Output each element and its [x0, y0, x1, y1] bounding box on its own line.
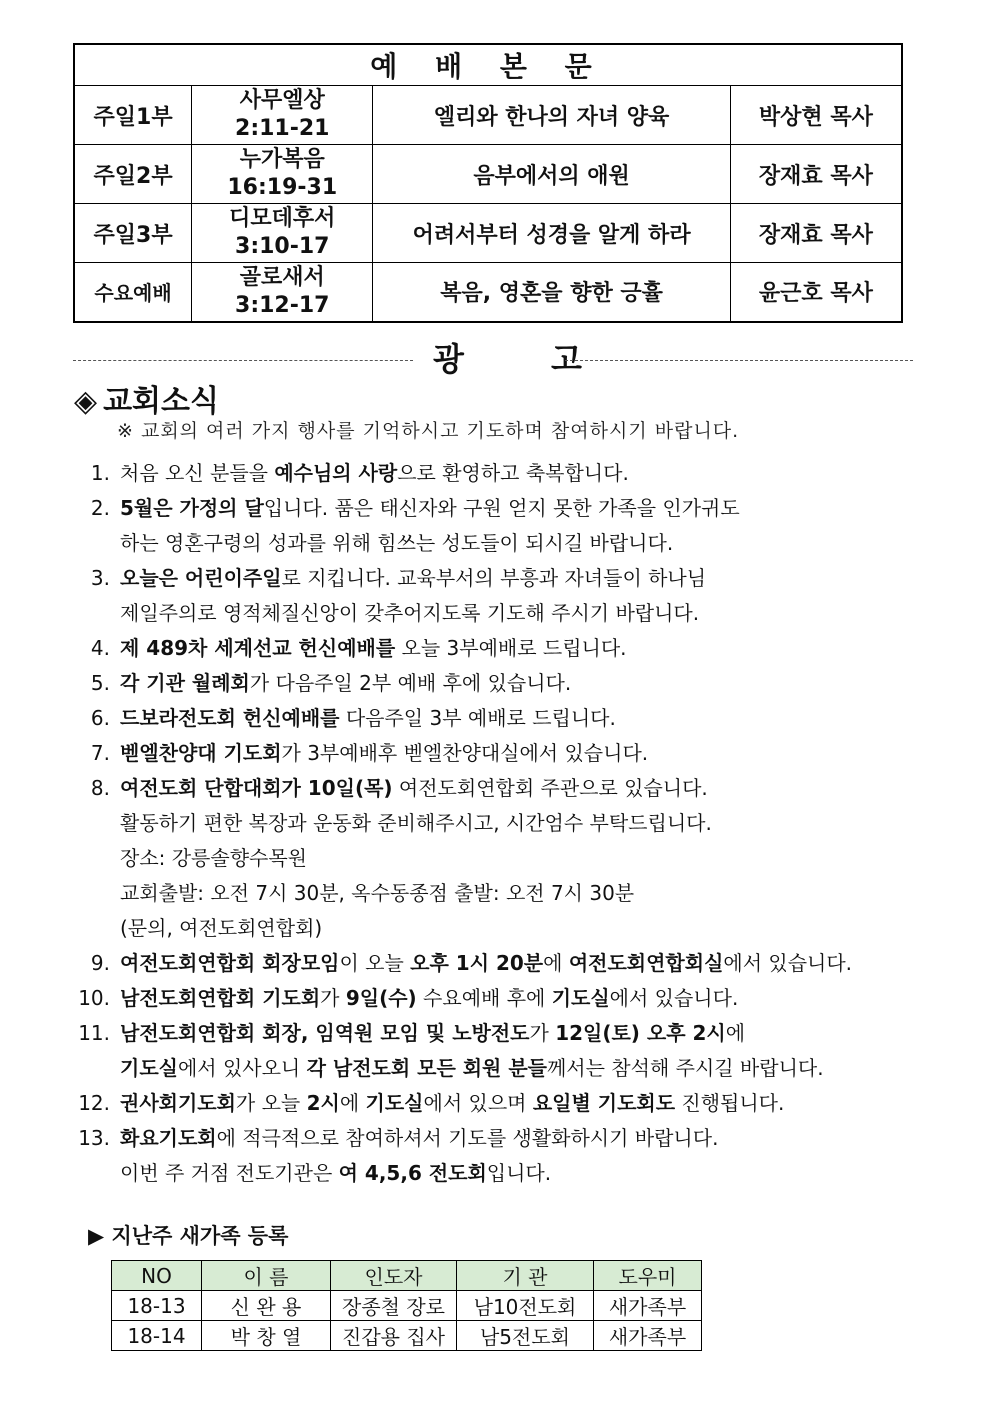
scripture — [192, 145, 373, 204]
worship-row — [74, 204, 902, 263]
list-item — [72, 946, 872, 981]
list-item — [72, 561, 872, 631]
table-cell: 남5전도회 — [457, 1321, 594, 1351]
preacher: 박상현 목사 — [730, 86, 902, 145]
scripture-book: 골로새서 — [239, 264, 325, 290]
scripture — [192, 204, 373, 263]
item-text: 5월은 가정의 달입니다. 품은 태신자와 구원 얻지 못한 가족을 인가귀도 — [120, 496, 740, 520]
list-item — [72, 771, 872, 946]
list-item — [72, 1121, 872, 1191]
list-item — [72, 981, 872, 1016]
table-row — [112, 1291, 702, 1321]
table-cell: 남10전도회 — [457, 1291, 594, 1321]
item-text: (문의, 여전도회연합회) — [120, 916, 323, 940]
column-header: NO — [112, 1261, 202, 1291]
item-text: 제일주의로 영적체질신앙이 갖추어지도록 기도해 주시기 바랍니다. — [120, 601, 700, 625]
worship-row — [74, 263, 902, 322]
item-number: 1. — [90, 461, 110, 485]
service-name: 주일2부 — [74, 145, 192, 204]
service-name: 주일3부 — [74, 204, 192, 263]
worship-table — [73, 43, 903, 323]
item-text: 활동하기 편한 복장과 운동화 준비해주시고, 시간엄수 부탁드립니다. — [120, 811, 712, 835]
item-text: 제 489차 세계선교 헌신예배를 오늘 3부예배로 드립니다. — [120, 636, 627, 660]
list-item — [72, 456, 872, 491]
section-note: ※ 교회의 여러 가지 행사를 기억하시고 기도하며 참여하시기 바랍니다. — [117, 420, 740, 442]
announcement-list — [72, 456, 872, 1191]
scripture — [192, 263, 373, 322]
scripture-book: 디모데후서 — [229, 206, 336, 231]
scripture-verse: 16:19-31 — [227, 175, 338, 200]
list-item — [72, 491, 872, 561]
item-text: 남전도회연합회 기도회가 9일(수) 수요예배 후에 기도실에서 있습니다. — [120, 986, 739, 1010]
new-family-title: ▶ 지난주 새가족 등록 — [88, 1224, 289, 1248]
scripture-verse: 3:10-17 — [235, 234, 330, 259]
service-name: 주일1부 — [74, 86, 192, 145]
column-header: 이 름 — [202, 1261, 331, 1291]
list-item — [72, 631, 872, 666]
new-family-table — [111, 1260, 702, 1351]
service-name: 수요예배 — [74, 263, 192, 322]
table-cell: 진갑용 집사 — [331, 1321, 457, 1351]
table-cell: 박 창 열 — [202, 1321, 331, 1351]
scripture-verse: 3:12-17 — [235, 292, 330, 318]
item-text: 각 기관 월례회가 다음주일 2부 예배 후에 있습니다. — [120, 671, 572, 695]
table-cell: 18-14 — [112, 1321, 202, 1351]
preacher: 장재효 목사 — [730, 204, 902, 263]
column-header: 도우미 — [594, 1261, 702, 1291]
item-text: 남전도회연합회 회장, 임역원 모임 및 노방전도가 12일(토) 오후 2시에 — [120, 1021, 746, 1045]
table-cell: 장종철 장로 — [331, 1291, 457, 1321]
item-text: 화요기도회에 적극적으로 참여하셔서 기도를 생활화하시기 바랍니다. — [120, 1126, 719, 1150]
table-cell: 새가족부 — [594, 1321, 702, 1351]
preacher: 윤근호 목사 — [730, 263, 902, 322]
list-item — [72, 666, 872, 701]
item-number: 3. — [90, 566, 110, 590]
item-number: 5. — [90, 671, 110, 695]
item-text: 여전도회연합회 회장모임이 오늘 오후 1시 20분에 여전도회연합회실에서 있습니다. — [120, 951, 853, 975]
item-text: 교회출발: 오전 7시 30분, 옥수동종점 출발: 오전 7시 30분 — [120, 881, 635, 905]
scripture-book: 누가복음 — [239, 147, 325, 172]
worship-title: 예 배 본 문 — [74, 44, 902, 86]
item-number: 6. — [90, 706, 110, 730]
item-number: 4. — [90, 636, 110, 660]
list-item — [72, 1016, 872, 1086]
announcement-title: 광 고 — [433, 340, 620, 378]
item-text: 벧엘찬양대 기도회가 3부예배후 벧엘찬양대실에서 있습니다. — [120, 741, 649, 765]
item-text: 하는 영혼구령의 성과를 위해 힘쓰는 성도들이 되시길 바랍니다. — [120, 531, 674, 555]
item-text: 오늘은 어린이주일로 지킵니다. 교육부서의 부흥과 자녀들이 하나님 — [120, 566, 707, 590]
item-number: 7. — [90, 741, 110, 765]
item-text: 이번 주 거점 전도기관은 여 4,5,6 전도회입니다. — [120, 1161, 552, 1185]
column-header: 기 관 — [457, 1261, 594, 1291]
section-title — [74, 376, 219, 420]
list-item — [72, 701, 872, 736]
divider — [73, 360, 413, 361]
table-header-row — [112, 1261, 702, 1291]
table-cell: 18-13 — [112, 1291, 202, 1321]
list-item — [72, 1086, 872, 1121]
diamond-icon: ◈ — [74, 384, 98, 419]
item-number: 2. — [90, 496, 110, 520]
worship-row — [74, 86, 902, 145]
item-number: 13. — [78, 1126, 110, 1150]
column-header: 인도자 — [331, 1261, 457, 1291]
item-number: 8. — [90, 776, 110, 800]
worship-row — [74, 145, 902, 204]
item-number: 11. — [78, 1021, 110, 1045]
sermon-title: 음부에서의 애원 — [373, 145, 730, 204]
item-text: 드보라전도회 헌신예배를 다음주일 3부 예배로 드립니다. — [120, 706, 616, 730]
sermon-title: 어려서부터 성경을 알게 하라 — [373, 204, 730, 263]
preacher: 장재효 목사 — [730, 145, 902, 204]
divider — [565, 360, 913, 361]
list-item — [72, 736, 872, 771]
scripture — [192, 86, 373, 145]
scripture-book: 사무엘상 — [239, 88, 325, 113]
sermon-title: 복음, 영혼을 향한 긍휼 — [373, 263, 730, 322]
section-title-text: 교회소식 — [103, 384, 219, 419]
sermon-title: 엘리와 한나의 자녀 양육 — [373, 86, 730, 145]
item-number: 12. — [78, 1091, 110, 1115]
item-text: 처음 오신 분들을 예수님의 사랑으로 환영하고 축복합니다. — [120, 461, 629, 485]
item-text: 권사회기도회가 오늘 2시에 기도실에서 있으며 요일별 기도회도 진행됩니다. — [120, 1091, 785, 1115]
item-text: 장소: 강릉솔향수목원 — [120, 846, 307, 870]
item-text: 여전도회 단합대회가 10일(목) 여전도회연합회 주관으로 있습니다. — [120, 776, 708, 800]
item-number: 9. — [90, 951, 110, 975]
table-cell: 신 완 용 — [202, 1291, 331, 1321]
announcement-header — [73, 334, 913, 378]
scripture-verse: 2:11-21 — [235, 116, 330, 141]
table-row — [112, 1321, 702, 1351]
item-text: 기도실에서 있사오니 각 남전도회 모든 회원 분들께서는 참석해 주시길 바랍니다. — [120, 1056, 824, 1080]
item-number: 10. — [78, 986, 110, 1010]
table-cell: 새가족부 — [594, 1291, 702, 1321]
